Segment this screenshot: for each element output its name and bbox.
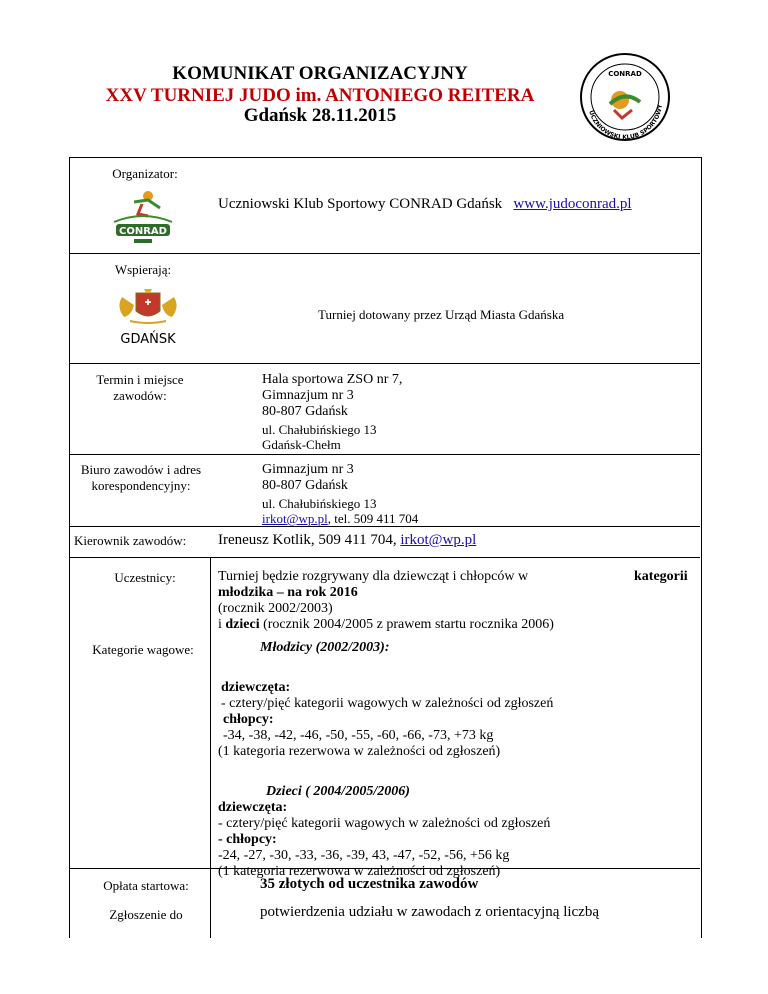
kids-girls-heading: dziewczęta: — [218, 800, 288, 815]
gdansk-coat-of-arms-logo — [108, 287, 188, 347]
conrad-logo — [108, 188, 178, 246]
manager-info — [218, 532, 698, 549]
title-date: Gdańsk 28.11.2015 — [243, 105, 397, 126]
fee-text: 35 złotych od uczestnika zawodów — [260, 876, 479, 892]
participants-line-4: i dzieci (rocznik 2004/2005 z prawem startu rocznika 2006) — [218, 617, 554, 632]
participants-line-1-end: kategorii — [634, 569, 688, 584]
svg-text:✚: ✚ — [144, 298, 152, 307]
office-phone: , tel. 509 411 704 — [327, 511, 419, 526]
participants-line-2: młodzika – na rok 2016 — [218, 585, 358, 600]
youth-heading: Młodzicy (2002/2003): — [260, 640, 390, 655]
venue-line-3: 80-807 Gdańsk — [262, 404, 348, 419]
manager-text: Ireneusz Kotlik, 509 411 704, — [218, 532, 401, 548]
kids-boys-heading: - chłopcy: — [218, 832, 277, 847]
youth-reserve: (1 kategoria rezerwowa w zależności od zgłoszeń) — [218, 744, 501, 759]
kids-reserve: (1 kategoria rezerwowa w zależności od zgłoszeń) — [218, 864, 501, 879]
manager-email-link[interactable]: irkot@wp.pl — [400, 532, 477, 548]
column-divider — [210, 558, 211, 938]
support-text: Turniej dotowany przez Urząd Miasta Gdańska — [318, 307, 565, 322]
row-divider — [69, 363, 700, 364]
registration-label: Zgłoszenie do — [109, 907, 183, 922]
kids-girls-text: - cztery/pięć kategorii wagowych w zależności od zgłoszeń — [218, 816, 551, 831]
seal-top-text: CONRAD — [608, 70, 642, 78]
fee-label: Opłata startowa: — [103, 878, 189, 893]
venue-line-5: Gdańsk-Chełm — [262, 437, 341, 452]
row-divider — [69, 454, 700, 455]
kids-boys-text: -24, -27, -30, -33, -36, -39, 43, -47, -52, -56, +56 kg — [218, 848, 510, 863]
title-line-1: KOMUNIKAT ORGANIZACYJNY — [172, 63, 468, 84]
participants-line-3: (rocznik 2002/2003) — [218, 601, 333, 616]
kids-heading: Dzieci ( 2004/2005/2006) — [266, 784, 410, 799]
title-line-2: XXV TURNIEJ JUDO im. ANTONIEGO REITERA — [105, 85, 535, 106]
youth-boys-text: -34, -38, -42, -46, -50, -55, -60, -66, -73, +73 kg — [223, 728, 494, 743]
venue-line-2: Gimnazjum nr 3 — [262, 388, 354, 403]
seal-ring-text: UCZNIOWSKI KLUB SPORTOWY — [587, 103, 664, 142]
office-contact — [262, 511, 692, 526]
office-line-2: 80-807 Gdańsk — [262, 478, 348, 493]
manager-label: Kierownik zawodów: — [74, 533, 187, 548]
office-info — [262, 462, 692, 526]
participants-label: Uczestnicy: — [114, 570, 176, 585]
row-divider — [69, 253, 700, 254]
row-divider — [69, 526, 700, 527]
weights-info — [218, 640, 698, 880]
office-label: Biuro zawodów i adres korespondencyjny: — [80, 462, 202, 493]
organizer-website-link[interactable]: www.judoconrad.pl — [513, 196, 632, 212]
organizer-name: Uczniowski Klub Sportowy CONRAD Gdańsk — [218, 196, 503, 212]
office-line-3: ul. Chałubińskiego 13 — [262, 496, 377, 511]
registration-text: potwierdzenia udziału w zawodach z orientacyjną liczbą — [260, 904, 600, 920]
youth-girls-heading: dziewczęta: — [221, 680, 291, 695]
office-email-link[interactable]: irkot@wp.pl — [262, 511, 328, 526]
participants-info — [218, 569, 698, 633]
office-line-1: Gimnazjum nr 3 — [262, 462, 354, 477]
participants-line-1: Turniej będzie rozgrywany dla dziewcząt i chłopców w — [218, 569, 529, 584]
club-seal-logo — [570, 52, 680, 142]
venue-info — [262, 372, 692, 452]
youth-girls-text: - cztery/pięć kategorii wagowych w zależności od zgłoszeń — [221, 696, 554, 711]
venue-line-4: ul. Chałubińskiego 13 — [262, 422, 377, 437]
row-divider — [69, 557, 700, 558]
gdansk-logo-text: GDAŃSK — [120, 332, 176, 347]
venue-label: Termin i miejsce zawodów: — [96, 372, 184, 403]
organizer-info — [218, 196, 698, 213]
weights-label: Kategorie wagowe: — [92, 642, 194, 657]
venue-line-1: Hala sportowa ZSO nr 7, — [262, 372, 403, 387]
support-label: Wspierają: — [114, 262, 172, 277]
conrad-logo-text: CONRAD — [119, 226, 167, 237]
organizer-label: Organizator: — [112, 166, 178, 181]
youth-boys-heading: chłopcy: — [223, 712, 274, 727]
